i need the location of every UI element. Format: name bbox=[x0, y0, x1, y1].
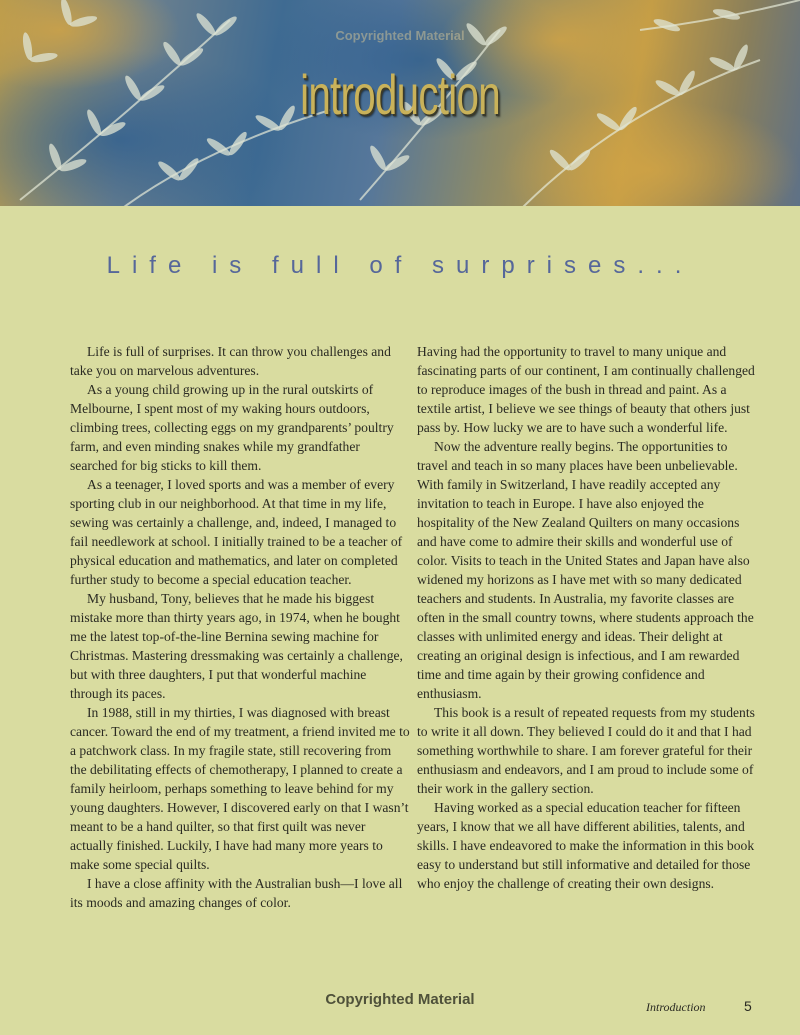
paragraph: As a teenager, I loved sports and was a member of every sporting club in our neighborhood. At that time in my life, sewing was certainly a challenge, and, indeed, I managed to fail needlework at school. I initially trained to be a teacher of physical education and mathematics, and later on completed further study to become a special education teacher. bbox=[70, 477, 403, 587]
header-banner bbox=[0, 0, 800, 206]
paragraph: Life is full of surprises. It can throw you challenges and take you on marvelous adventures. bbox=[70, 344, 391, 378]
left-text-column bbox=[70, 342, 410, 912]
page-number: 5 bbox=[744, 998, 752, 1014]
paragraph: Now the adventure really begins. The opportunities to travel and teach in so many places have been unbelievable. With family in Switzerland, I have readily accepted any invitation to teach in Europe. I have also enjoyed the hospitality of the New Zealand Quilters on many occasions and have come to admire their skills and wonderful use of color. Visits to teach in the United States and Japan have also widened my horizons as I have met with so many dedicated teachers and students. In Australia, my favorite classes are often in the small country towns, where students approach the classes with unlimited energy and ideas. Their delight at creating an original design is infectious, and I am rewarded time and time again by their growing confidence and enthusiasm. bbox=[417, 439, 754, 701]
chapter-title: introduction bbox=[300, 63, 500, 126]
running-footer-section: Introduction bbox=[646, 1000, 706, 1014]
right-text-column bbox=[417, 342, 757, 893]
copyright-watermark-bottom: Copyrighted Material bbox=[325, 991, 475, 1008]
paragraph: As a young child growing up in the rural outskirts of Melbourne, I spent most of my waking hours outdoors, climbing trees, collecting eggs on my grandparents’ poultry farm, and even minding snakes while my grandfather searched for big sticks to kill them. bbox=[70, 382, 394, 473]
paragraph: I have a close affinity with the Australian bush—I love all its moods and amazing changes of color. bbox=[70, 876, 403, 910]
paragraph: In 1988, still in my thirties, I was diagnosed with breast cancer. Toward the end of my treatment, a friend invited me to a patchwork class. In my fragile state, still recovering from the debilitating effects of chemotherapy, I planned to create a family heirloom, perhaps something to leave behind for my young daughters. However, I discovered early on that I wasn’t meant to be a hand quilter, so that first quilt was never actually finished. Luckily, I have had many more years to make some special quilts. bbox=[70, 705, 410, 872]
paragraph: Having worked as a special education teacher for fifteen years, I know that we all have different abilities, talents, and skills. I have endeavored to make the information in this book easy to understand but still informative and detailed for those who enjoy the challenge of creating their own designs. bbox=[417, 800, 755, 891]
paragraph: My husband, Tony, believes that he made his biggest mistake more than thirty years ago, in 1974, when he bought me the latest top-of-the-line Bernina sewing machine for Christmas. Mastering dressmaking was certainly a challenge, but with three daughters, I put that wonderful machine through its paces. bbox=[70, 591, 403, 701]
chapter-subtitle: Life is full of surprises... bbox=[106, 252, 694, 279]
paragraph: This book is a result of repeated requests from my students to write it all down. They believed I could do it and that I had something worthwhile to share. I am forever grateful for their enthusiasm and endeavors, and I am proud to include some of their work in the gallery section. bbox=[417, 705, 755, 796]
paragraph: Having had the opportunity to travel to many unique and fascinating parts of our continent, I am continually challenged to reproduce images of the bush in thread and paint. As a textile artist, I believe we see things of beauty that others just pass by. How lucky we are to have such a wonderful life. bbox=[417, 344, 755, 435]
copyright-watermark-top: Copyrighted Material bbox=[335, 28, 465, 43]
